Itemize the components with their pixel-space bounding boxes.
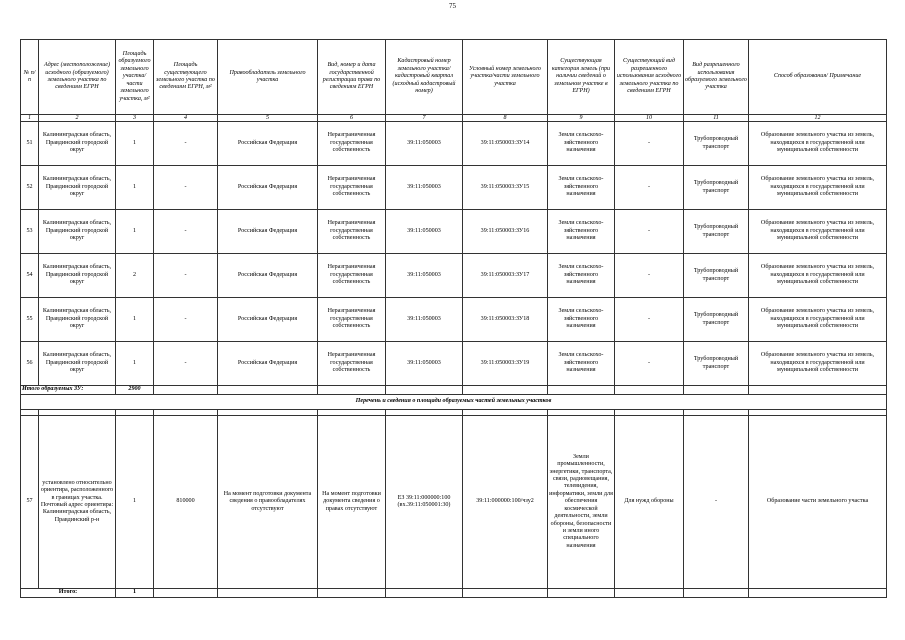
address-cell: Калининградская область, Правдинский городской округ — [39, 342, 116, 386]
empty-cell — [615, 589, 684, 598]
owner-cell: Российская Федерация — [218, 298, 318, 342]
conditional-number-cell: 39:11:050003:ЗУ14 — [463, 122, 548, 166]
empty-cell — [684, 589, 749, 598]
conditional-number-cell: 39:11:000000:100/чзу2 — [463, 416, 548, 589]
header-cell: Правообладатель земельного участка — [218, 40, 318, 115]
address-cell: установлено относительно ориентира, расположенного в границах участка. Почтовый адрес ориентира: Калининградская область, Правдинский р-н — [39, 416, 116, 589]
empty-cell — [684, 386, 749, 395]
column-number: 8 — [463, 115, 548, 122]
cadastral-cell: 39:11:050003 — [386, 122, 463, 166]
total-label: Итого: — [21, 589, 116, 598]
area-cell: 1 — [116, 122, 154, 166]
table-row — [21, 298, 887, 342]
row-number: 56 — [21, 342, 39, 386]
row-number: 52 — [21, 166, 39, 210]
right-cell: Неразграниченная государственная собственность — [318, 254, 386, 298]
empty-cell — [154, 386, 218, 395]
column-number: 2 — [39, 115, 116, 122]
header-cell: Площадь существующего земельного участка по сведениям ЕГРН, м² — [154, 40, 218, 115]
header-cell: Существующий вид разрешенного использования исходного земельного участка по сведениям ЕГРН — [615, 40, 684, 115]
existing-area-cell: - — [154, 298, 218, 342]
existing-use-cell: - — [615, 210, 684, 254]
right-cell: Неразграниченная государственная собственность — [318, 210, 386, 254]
new-use-cell: - — [684, 416, 749, 589]
empty-cell — [463, 589, 548, 598]
right-cell: На момент подготовки документа сведения о правах отсутствуют — [318, 416, 386, 589]
empty-cell — [615, 386, 684, 395]
total-row — [21, 589, 887, 598]
method-cell: Образование земельного участка из земель, находящихся в государственной или муниципальной собственности — [749, 210, 887, 254]
owner-cell: Российская Федерация — [218, 210, 318, 254]
empty-cell — [386, 589, 463, 598]
section-row — [21, 395, 887, 410]
conditional-number-cell: 39:11:050003:ЗУ19 — [463, 342, 548, 386]
header-cell: Существующая категория земель (при наличии сведений о земельном участке в ЕГРН) — [548, 40, 615, 115]
address-cell: Калининградская область, Правдинский городской округ — [39, 210, 116, 254]
column-number: 1 — [21, 115, 39, 122]
header-cell: Вид, номер и дата государственной регистрации права по сведениям ЕГРН — [318, 40, 386, 115]
existing-area-cell: - — [154, 210, 218, 254]
total-value: 2900 — [116, 386, 154, 395]
table-row — [21, 166, 887, 210]
table-row — [21, 122, 887, 166]
column-number-row — [21, 115, 887, 122]
category-cell: Земли сельскохо-зяйственного назначения — [548, 342, 615, 386]
row-number: 57 — [21, 416, 39, 589]
method-cell: Образование земельного участка из земель, находящихся в государственной или муниципальной собственности — [749, 122, 887, 166]
category-cell: Земли промышленности, энергетики, транспорта, связи, радиовещания, телевидения, информатики, земли для обеспечения космической деятельности, земли обороны, безопасности и земли иного специального назначения — [548, 416, 615, 589]
new-use-cell: Трубопроводный транспорт — [684, 342, 749, 386]
table-row — [21, 254, 887, 298]
section-title: Перечень и сведения о площади образуемых частей земельных участков — [21, 395, 887, 410]
conditional-number-cell: 39:11:050003:ЗУ15 — [463, 166, 548, 210]
header-cell: Кадастровый номер земельного участка/ кадастровый квартал (исходный кадастровый номер) — [386, 40, 463, 115]
conditional-number-cell: 39:11:050003:ЗУ17 — [463, 254, 548, 298]
method-cell: Образование земельного участка из земель, находящихся в государственной или муниципальной собственности — [749, 298, 887, 342]
method-cell: Образование земельного участка из земель, находящихся в государственной или муниципальной собственности — [749, 254, 887, 298]
empty-cell — [548, 386, 615, 395]
category-cell: Земли сельскохо-зяйственного назначения — [548, 298, 615, 342]
empty-cell — [154, 589, 218, 598]
column-number: 9 — [548, 115, 615, 122]
cadastral-cell: ЕЗ 39:11:000000:100 (вх.39:11:050001:30) — [386, 416, 463, 589]
empty-cell — [318, 589, 386, 598]
right-cell: Неразграниченная государственная собственность — [318, 342, 386, 386]
empty-cell — [749, 386, 887, 395]
address-cell: Калининградская область, Правдинский городской округ — [39, 122, 116, 166]
address-cell: Калининградская область, Правдинский городской округ — [39, 298, 116, 342]
owner-cell: Российская Федерация — [218, 122, 318, 166]
method-cell: Образование земельного участка из земель, находящихся в государственной или муниципальной собственности — [749, 166, 887, 210]
new-use-cell: Трубопроводный транспорт — [684, 254, 749, 298]
total-value: 1 — [116, 589, 154, 598]
existing-use-cell: - — [615, 342, 684, 386]
area-cell: 1 — [116, 166, 154, 210]
header-cell: Площадь образуемого земельного участка/ части земельного участка, м² — [116, 40, 154, 115]
owner-cell: Российская Федерация — [218, 254, 318, 298]
method-cell: Образование части земельного участка — [749, 416, 887, 589]
cadastral-cell: 39:11:050003 — [386, 254, 463, 298]
owner-cell: Российская Федерация — [218, 342, 318, 386]
cadastral-cell: 39:11:050003 — [386, 342, 463, 386]
category-cell: Земли сельскохо-зяйственного назначения — [548, 166, 615, 210]
land-plots-table — [20, 39, 887, 598]
existing-area-cell: - — [154, 166, 218, 210]
column-number: 7 — [386, 115, 463, 122]
address-cell: Калининградская область, Правдинский городской округ — [39, 254, 116, 298]
existing-use-cell: - — [615, 254, 684, 298]
empty-cell — [548, 589, 615, 598]
area-cell: 2 — [116, 254, 154, 298]
existing-area-cell: - — [154, 342, 218, 386]
conditional-number-cell: 39:11:050003:ЗУ16 — [463, 210, 548, 254]
empty-cell — [218, 386, 318, 395]
area-cell: 1 — [116, 416, 154, 589]
row-number: 54 — [21, 254, 39, 298]
existing-use-cell: Для нужд обороны — [615, 416, 684, 589]
right-cell: Неразграниченная государственная собственность — [318, 166, 386, 210]
right-cell: Неразграниченная государственная собственность — [318, 122, 386, 166]
right-cell: Неразграниченная государственная собственность — [318, 298, 386, 342]
empty-cell — [749, 589, 887, 598]
existing-use-cell: - — [615, 298, 684, 342]
column-number: 10 — [615, 115, 684, 122]
empty-cell — [218, 589, 318, 598]
empty-cell — [386, 386, 463, 395]
area-cell: 1 — [116, 210, 154, 254]
empty-cell — [318, 386, 386, 395]
row-number: 55 — [21, 298, 39, 342]
existing-use-cell: - — [615, 122, 684, 166]
page-number: 75 — [449, 2, 456, 10]
header-cell: Вид разрешенного использования образуемого земельного участка — [684, 40, 749, 115]
address-cell: Калининградская область, Правдинский городской округ — [39, 166, 116, 210]
table-row — [21, 416, 887, 589]
total-label: Итого образуемых ЗУ: — [21, 386, 116, 395]
header-cell: Способ образования/ Примечание — [749, 40, 887, 115]
new-use-cell: Трубопроводный транспорт — [684, 122, 749, 166]
row-number: 53 — [21, 210, 39, 254]
category-cell: Земли сельскохо-зяйственного назначения — [548, 254, 615, 298]
header-row — [21, 40, 887, 115]
method-cell: Образование земельного участка из земель, находящихся в государственной или муниципальной собственности — [749, 342, 887, 386]
owner-cell: Российская Федерация — [218, 166, 318, 210]
category-cell: Земли сельскохо-зяйственного назначения — [548, 122, 615, 166]
conditional-number-cell: 39:11:050003:ЗУ18 — [463, 298, 548, 342]
header-cell: № п/п — [21, 40, 39, 115]
existing-use-cell: - — [615, 166, 684, 210]
column-number: 11 — [684, 115, 749, 122]
column-number: 12 — [749, 115, 887, 122]
cadastral-cell: 39:11:050003 — [386, 298, 463, 342]
header-cell: Адрес (местоположение) исходного (образуемого) земельного участка по сведениям ЕГРН — [39, 40, 116, 115]
column-number: 6 — [318, 115, 386, 122]
existing-area-cell: - — [154, 254, 218, 298]
total-row — [21, 386, 887, 395]
row-number: 51 — [21, 122, 39, 166]
cadastral-cell: 39:11:050003 — [386, 166, 463, 210]
empty-cell — [463, 386, 548, 395]
column-number: 4 — [154, 115, 218, 122]
owner-cell: На момент подготовки документа сведения о правообладателях отсутствуют — [218, 416, 318, 589]
column-number: 3 — [116, 115, 154, 122]
new-use-cell: Трубопроводный транспорт — [684, 166, 749, 210]
category-cell: Земли сельскохо-зяйственного назначения — [548, 210, 615, 254]
cadastral-cell: 39:11:050003 — [386, 210, 463, 254]
area-cell: 1 — [116, 298, 154, 342]
new-use-cell: Трубопроводный транспорт — [684, 298, 749, 342]
existing-area-cell: 810000 — [154, 416, 218, 589]
new-use-cell: Трубопроводный транспорт — [684, 210, 749, 254]
table-row — [21, 210, 887, 254]
column-number: 5 — [218, 115, 318, 122]
existing-area-cell: - — [154, 122, 218, 166]
area-cell: 1 — [116, 342, 154, 386]
table-row — [21, 342, 887, 386]
header-cell: Условный номер земельного участка/части земельного участка — [463, 40, 548, 115]
